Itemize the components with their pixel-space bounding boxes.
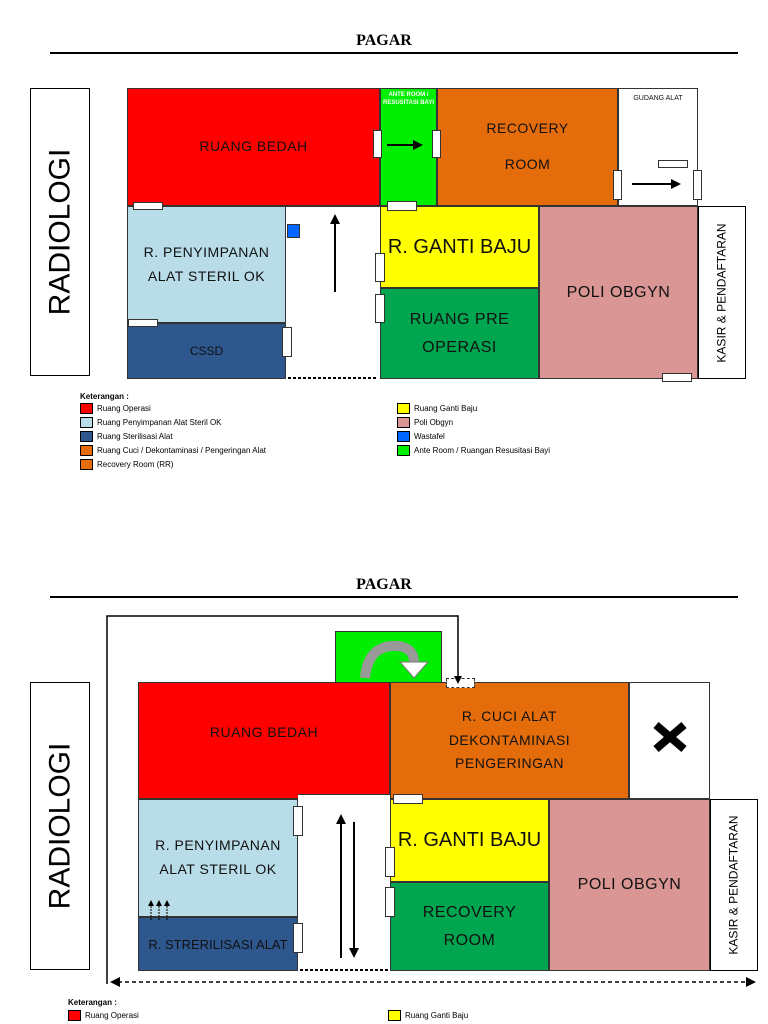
pre-operasi-label-line2: OPERASI [422,338,497,356]
legend-item: Ruang Operasi [80,403,151,414]
legend-swatch [80,417,93,428]
arrow-head [349,948,359,958]
recovery-label-line1-bottom: RECOVERY [422,904,517,922]
ruang-bedah-label-top: RUANG BEDAH [199,138,308,155]
route-line [107,616,458,984]
legend-item: Recovery Room (RR) [80,459,173,470]
pagar-label-bottom: PAGAR [356,576,412,593]
penyimpanan-label-line2-bottom: ALAT STERIL OK [159,861,277,877]
legend-item: Ruang Ganti Baju [388,1010,468,1021]
poli-obgyn-label-bottom: POLI OBGYN [577,876,682,894]
pre-operasi-label-line1: RUANG PRE [409,311,510,329]
recovery-label-line2-top: ROOM [504,156,551,172]
cuci-label-line2: DEKONTAMINASI [448,731,571,748]
legend-title-top: Keterangan : [80,392,129,401]
cuci-label-line3: PENGERINGAN [455,755,564,772]
kasir-label-bottom: KASIR & PENDAFTARAN [727,815,742,955]
ganti-baju-label-bottom: R. GANTI BAJU [397,829,542,851]
recovery-label-line2-bottom: ROOM [443,931,496,949]
curved-arrow-head [400,662,428,678]
arrow-head [164,900,170,906]
legend-item: Ruang Sterilisasi Alat [80,431,173,442]
cuci-label-line1: R. CUCI ALAT [461,707,558,724]
radiologi-label-top: RADIOLOGI [43,148,77,316]
arrow-head [148,900,154,906]
legend-item: Wastafel [397,431,445,442]
strerilisasi-label: R. STRERILISASI ALAT [148,936,288,952]
penyimpanan-label-line1-bottom: R. PENYIMPANAN [155,837,281,854]
legend-swatch [80,459,93,470]
radiologi-label-bottom: RADIOLOGI [43,742,77,910]
legend-swatch [397,445,410,456]
legend-swatch [80,403,93,414]
penyimpanan-label-line1-top: R. PENYIMPANAN [143,243,270,260]
arrow-head [330,214,340,224]
pagar-label-top: PAGAR [356,32,412,49]
legend-swatch [388,1010,401,1021]
pagar-line-bottom [50,596,738,598]
arrow-head [156,900,162,906]
legend-item: Poli Obgyn [397,417,453,428]
arrow-head [454,676,462,684]
ante-room-label: ANTE ROOM / RESUSITASI BAYI [382,92,434,106]
recovery-label-line1-top: RECOVERY [486,120,569,137]
legend-swatch [68,1010,81,1021]
legend-swatch [80,431,93,442]
legend-swatch [397,417,410,428]
arrow-head [413,140,423,150]
arrow-head [746,977,756,987]
legend-swatch [397,403,410,414]
legend-item: Ruang Ganti Baju [397,403,477,414]
legend-item: Ante Room / Ruangan Resusitasi Bayi [397,445,550,456]
legend-title-bottom: Keterangan : [68,998,117,1007]
legend-item: Ruang Operasi [68,1010,139,1021]
arrow-head [671,179,681,189]
arrow-head [110,977,120,987]
penyimpanan-label-line2-top: ALAT STERIL OK [147,267,266,284]
kasir-label-top: KASIR & PENDAFTARAN [715,222,730,363]
legend-swatch [80,445,93,456]
ganti-baju-label-top: R. GANTI BAJU [387,235,532,258]
gudang-alat-label: GUDANG ALAT [633,95,683,102]
arrow-head [336,814,346,824]
legend-item: Ruang Penyimpanan Alat Steril OK [80,417,222,428]
legend-swatch [397,431,410,442]
poli-obgyn-label-top: POLI OBGYN [566,283,671,301]
legend-item: Ruang Cuci / Dekontaminasi / Pengeringan Alat [80,445,266,456]
top-arrows [0,0,768,400]
ruang-bedah-label-bottom: RUANG BEDAH [209,724,319,740]
bottom-arrows [0,600,768,990]
cssd-label: CSSD [189,344,224,358]
